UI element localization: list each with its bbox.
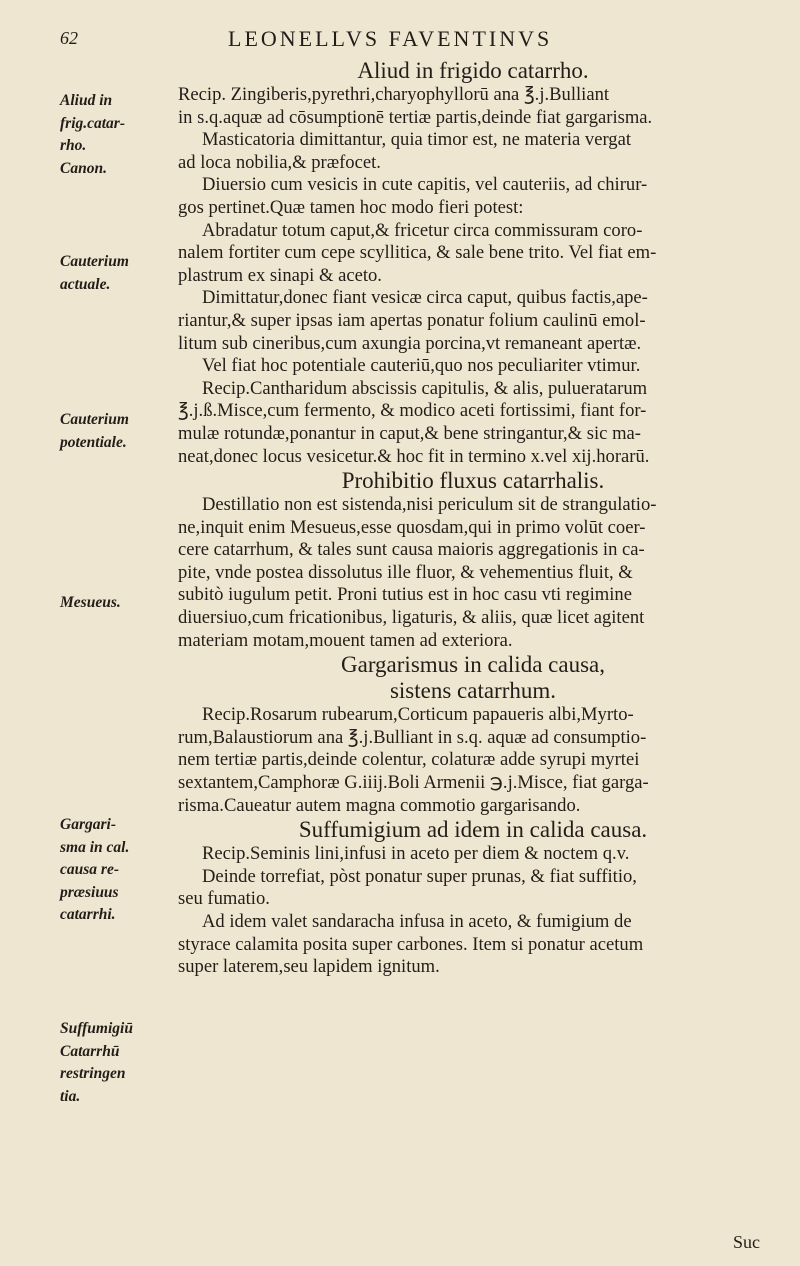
text-line: Deinde torrefiat, pòst ponatur super prunas, & fiat suffitio, (202, 865, 637, 887)
text-line: ne,inquit enim Mesueus,esse quosdam,qui in primo volūt coer- (178, 516, 646, 538)
text-line: sextantem,Camphoræ G.iiij.Boli Armenii ℈.j.Misce, fiat garga- (178, 772, 649, 794)
page-header (0, 26, 800, 56)
text-line: rum,Balaustiorum ana ℥.j.Bulliant in s.q. aquæ ad consumptio- (178, 726, 647, 748)
text-line: Destillatio non est sistenda,nisi periculum sit de strangulatio- (202, 494, 657, 516)
margin-note-aliud: Aliud in frig.catar- rho. Canon. (60, 92, 126, 177)
text-line: Ad idem valet sandaracha infusa in aceto, & fumigium de (202, 911, 632, 932)
text-line: Recip.Cantharidum abscissis capitulis, & alis, pulueratarum (202, 377, 648, 399)
section-heading: Gargarismus in calida causa, (341, 652, 605, 678)
main-text (178, 58, 768, 979)
margin-note-suffumigium: Suffumigiū Catarrhū restringen tia. (60, 1020, 133, 1105)
text-line: materiam motam,mouent tamen ad exteriora. (178, 629, 513, 651)
margin-note-cauterium-potentiale: Cauterium potentiale. (60, 411, 129, 451)
section-heading: Aliud in frigido catarrho. (357, 58, 589, 83)
text-line: seu fumatio. (178, 888, 270, 910)
catchword: Suc (733, 1232, 760, 1252)
text-line: Dimittatur,donec fiant vesicæ circa caput, quibus factis,ape- (202, 287, 648, 309)
text-line: nem tertiæ partis,deinde colentur, colaturæ adde syrupi myrtei (178, 749, 640, 771)
text-line: Abradatur totum caput,& fricetur circa commissuram coro- (202, 219, 643, 241)
text-line: diuersiuo,cum fricationibus, ligaturis, & aliis, quæ licet agitent (178, 607, 645, 629)
text-line: cere catarrhum, & tales sunt causa maioris aggregationis in ca- (178, 539, 645, 561)
text-line: Masticatoria dimittantur, quia timor est, ne materia vergat (202, 129, 632, 151)
text-line: plastrum ex sinapi & aceto. (178, 264, 382, 286)
text-line: gos pertinet.Quæ tamen hoc modo fieri potest: (178, 196, 524, 218)
text-line: litum sub cineribus,cum axungia porcina,vt remaneant apertæ. (178, 332, 642, 354)
section-heading: sistens catarrhum. (389, 678, 557, 704)
text-line: pite, vnde postea dissolutus ille fluor, & vehementius fluit, & (178, 561, 633, 583)
text-line: ad loca nobilia,& præfocet. (178, 151, 381, 173)
margin-note-mesueus: Mesueus. (60, 594, 121, 611)
text-line: neat,donec locus vesicetur.& hoc fit in termino x.vel xij.horarū. (178, 445, 650, 467)
text-line: Recip. Zingiberis,pyrethri,charyophyllorū ana ℥.j.Bulliant (178, 84, 610, 105)
running-title: LEONELLVS FAVENTINVS (228, 26, 553, 51)
text-line: riantur,& super ipsas iam apertas ponatur folium caulinū emol- (178, 309, 646, 331)
page-number: 62 (60, 28, 78, 48)
text-line: risma.Caueatur autem magna commotio gargarisando. (178, 794, 581, 816)
text-line: in s.q.aquæ ad cōsumptionē tertiæ partis,deinde fiat gargarisma. (178, 106, 653, 128)
text-line: mulæ rotundæ,ponantur in caput,& bene stringantur,& sic ma- (178, 422, 641, 444)
section-heading: Suffumigium ad idem in calida causa. (298, 817, 648, 843)
text-line: nalem fortiter cum cepe scyllitica, & sale bene trito. Vel fiat em- (178, 242, 657, 264)
text-line: Recip.Seminis lini,infusi in aceto per diem & noctem q.v. (202, 843, 630, 865)
text-line: ℥.j.ß.Misce,cum fermento, & modico aceti fortissimi, fiant for- (178, 400, 647, 422)
text-line: Diuersio cum vesicis in cute capitis, vel cauteriis, ad chirur- (202, 174, 648, 196)
text-line: Vel fiat hoc potentiale cauteriū,quo nos peculiariter vtimur. (202, 355, 641, 377)
section-heading: Prohibitio fluxus catarrhalis. (341, 468, 605, 494)
text-line: Recip.Rosarum rubearum,Corticum papaueris albi,Myrto- (202, 704, 634, 726)
margin-note-gargarisma: Gargari- sma in cal. causa re- præsiuus catarrhi. (60, 816, 130, 924)
text-line: styrace calamita posita super carbones. Item si ponatur acetum (178, 933, 644, 955)
text-line: super laterem,seu lapidem ignitum. (178, 956, 440, 978)
margin-note-cauterium-actuale: Cauterium actuale. (60, 253, 129, 293)
text-line: subitò iugulum petit. Proni tutius est in hoc casu vti regimine (178, 584, 632, 606)
